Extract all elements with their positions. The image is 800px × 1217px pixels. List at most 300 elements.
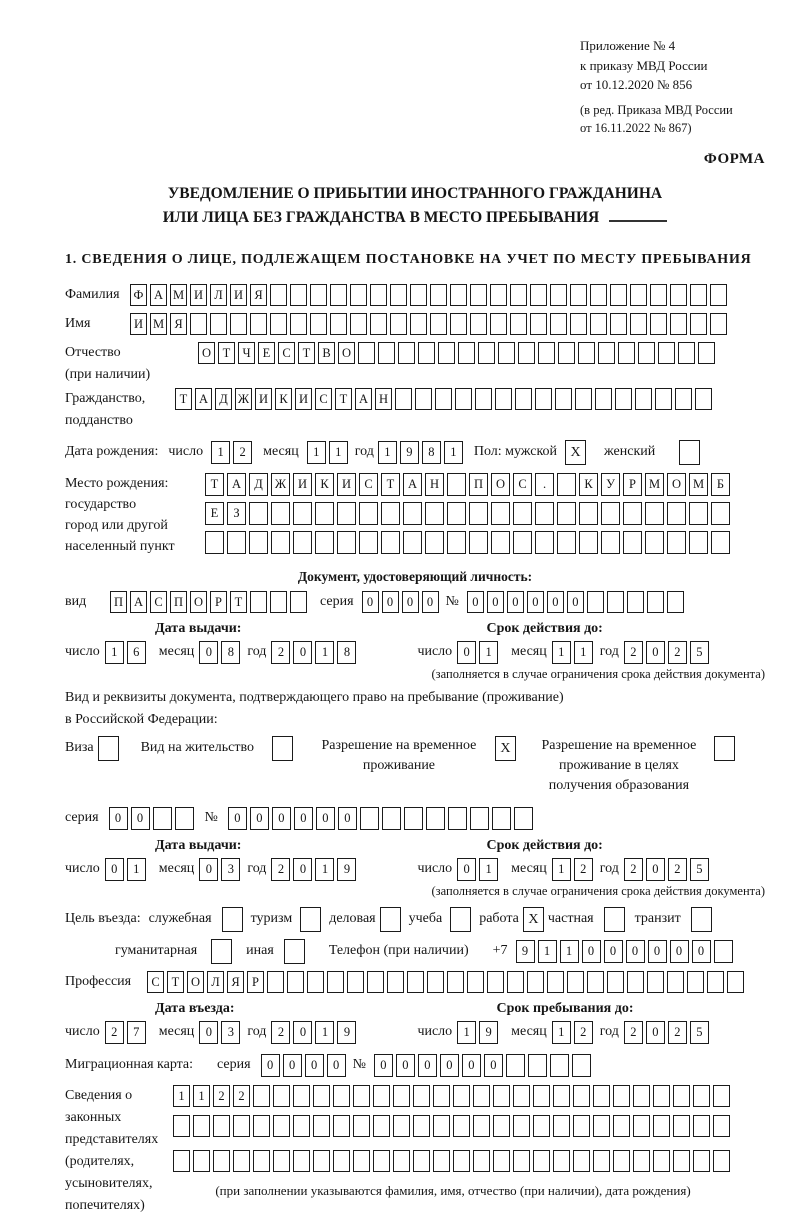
char-cell[interactable] — [390, 284, 407, 306]
char-cell[interactable] — [381, 531, 400, 554]
char-cell[interactable] — [360, 807, 379, 830]
char-cell[interactable] — [638, 342, 655, 364]
char-cell[interactable]: 2 — [233, 441, 252, 464]
char-cell[interactable]: 2 — [668, 858, 687, 881]
char-cell[interactable] — [193, 1150, 210, 1172]
char-cell[interactable] — [675, 388, 692, 410]
char-cell[interactable] — [413, 1115, 430, 1137]
char-cell[interactable] — [635, 388, 652, 410]
char-cell[interactable] — [513, 1085, 530, 1107]
char-cell[interactable]: Я — [170, 313, 187, 335]
char-cell[interactable]: 8 — [221, 641, 240, 664]
char-cell[interactable] — [413, 1150, 430, 1172]
char-cell[interactable]: Я — [250, 284, 267, 306]
char-cell[interactable] — [515, 388, 532, 410]
char-cell[interactable]: С — [359, 473, 378, 496]
char-cell[interactable] — [627, 591, 644, 613]
char-cell[interactable] — [678, 342, 695, 364]
char-cell[interactable] — [450, 284, 467, 306]
char-cell[interactable] — [390, 313, 407, 335]
char-cell[interactable] — [287, 971, 304, 993]
purpose-other-checkbox[interactable] — [284, 939, 305, 964]
char-cell[interactable]: 1 — [552, 858, 571, 881]
char-cell[interactable] — [430, 284, 447, 306]
char-cell[interactable] — [490, 313, 507, 335]
char-cell[interactable]: Я — [227, 971, 244, 993]
char-cell[interactable]: С — [513, 473, 532, 496]
char-cell[interactable] — [293, 502, 312, 525]
char-cell[interactable] — [670, 313, 687, 335]
temp-residence-education-checkbox[interactable] — [714, 736, 735, 761]
char-cell[interactable]: 1 — [105, 641, 124, 664]
char-cell[interactable]: 0 — [362, 591, 379, 613]
char-cell[interactable] — [253, 1115, 270, 1137]
char-cell[interactable]: К — [579, 473, 598, 496]
char-cell[interactable]: П — [469, 473, 488, 496]
char-cell[interactable]: 1 — [552, 1021, 571, 1044]
char-cell[interactable] — [353, 1115, 370, 1137]
char-cell[interactable]: 7 — [127, 1021, 146, 1044]
char-cell[interactable] — [550, 313, 567, 335]
char-cell[interactable] — [573, 1085, 590, 1107]
char-cell[interactable]: 0 — [418, 1054, 437, 1077]
char-cell[interactable] — [367, 971, 384, 993]
char-cell[interactable] — [535, 388, 552, 410]
char-cell[interactable] — [491, 531, 510, 554]
char-cell[interactable]: М — [170, 284, 187, 306]
char-cell[interactable] — [410, 313, 427, 335]
char-cell[interactable]: Л — [210, 284, 227, 306]
char-cell[interactable] — [373, 1085, 390, 1107]
char-cell[interactable] — [690, 313, 707, 335]
char-cell[interactable] — [493, 1150, 510, 1172]
temp-residence-checkbox[interactable]: X — [495, 736, 516, 761]
char-cell[interactable]: М — [689, 473, 708, 496]
char-cell[interactable] — [667, 971, 684, 993]
char-cell[interactable] — [337, 502, 356, 525]
char-cell[interactable] — [493, 1115, 510, 1137]
char-cell[interactable]: Т — [298, 342, 315, 364]
char-cell[interactable]: 1 — [560, 940, 579, 963]
char-cell[interactable]: А — [195, 388, 212, 410]
char-cell[interactable]: 0 — [250, 807, 269, 830]
char-cell[interactable] — [425, 502, 444, 525]
char-cell[interactable]: Р — [247, 971, 264, 993]
char-cell[interactable]: 0 — [457, 858, 476, 881]
char-cell[interactable] — [711, 531, 730, 554]
char-cell[interactable] — [533, 1085, 550, 1107]
char-cell[interactable] — [670, 284, 687, 306]
char-cell[interactable] — [315, 502, 334, 525]
char-cell[interactable]: 2 — [233, 1085, 250, 1107]
char-cell[interactable] — [673, 1085, 690, 1107]
char-cell[interactable] — [653, 1085, 670, 1107]
char-cell[interactable]: С — [278, 342, 295, 364]
char-cell[interactable] — [249, 531, 268, 554]
char-cell[interactable] — [573, 1150, 590, 1172]
char-cell[interactable] — [555, 388, 572, 410]
char-cell[interactable]: 0 — [294, 807, 313, 830]
char-cell[interactable] — [425, 531, 444, 554]
char-cell[interactable]: С — [150, 591, 167, 613]
purpose-tourism-checkbox[interactable] — [300, 907, 321, 932]
char-cell[interactable] — [475, 388, 492, 410]
char-cell[interactable] — [393, 1115, 410, 1137]
char-cell[interactable] — [427, 971, 444, 993]
char-cell[interactable]: 0 — [261, 1054, 280, 1077]
char-cell[interactable]: Е — [258, 342, 275, 364]
char-cell[interactable]: 0 — [305, 1054, 324, 1077]
char-cell[interactable] — [693, 1085, 710, 1107]
char-cell[interactable] — [667, 531, 686, 554]
char-cell[interactable] — [615, 388, 632, 410]
char-cell[interactable] — [450, 313, 467, 335]
char-cell[interactable] — [579, 531, 598, 554]
char-cell[interactable] — [470, 313, 487, 335]
char-cell[interactable]: Р — [623, 473, 642, 496]
char-cell[interactable]: 0 — [338, 807, 357, 830]
char-cell[interactable] — [290, 313, 307, 335]
purpose-business-checkbox[interactable] — [380, 907, 401, 932]
char-cell[interactable]: 0 — [422, 591, 439, 613]
char-cell[interactable] — [647, 971, 664, 993]
char-cell[interactable] — [693, 1150, 710, 1172]
char-cell[interactable] — [689, 502, 708, 525]
char-cell[interactable]: О — [491, 473, 510, 496]
char-cell[interactable]: 1 — [173, 1085, 190, 1107]
char-cell[interactable]: А — [355, 388, 372, 410]
female-checkbox[interactable] — [679, 440, 700, 465]
char-cell[interactable] — [313, 1115, 330, 1137]
char-cell[interactable] — [650, 284, 667, 306]
male-checkbox[interactable]: X — [565, 440, 586, 465]
char-cell[interactable] — [250, 591, 267, 613]
char-cell[interactable] — [327, 971, 344, 993]
char-cell[interactable]: И — [130, 313, 147, 335]
char-cell[interactable]: И — [337, 473, 356, 496]
char-cell[interactable] — [513, 1150, 530, 1172]
char-cell[interactable]: 2 — [574, 858, 593, 881]
char-cell[interactable] — [470, 284, 487, 306]
char-cell[interactable] — [350, 284, 367, 306]
char-cell[interactable] — [407, 971, 424, 993]
char-cell[interactable] — [528, 1054, 547, 1077]
char-cell[interactable] — [510, 284, 527, 306]
char-cell[interactable] — [473, 1150, 490, 1172]
char-cell[interactable] — [673, 1115, 690, 1137]
char-cell[interactable] — [557, 473, 576, 496]
char-cell[interactable] — [393, 1150, 410, 1172]
char-cell[interactable] — [310, 284, 327, 306]
char-cell[interactable] — [370, 284, 387, 306]
char-cell[interactable]: 9 — [400, 441, 419, 464]
char-cell[interactable] — [290, 591, 307, 613]
char-cell[interactable]: И — [190, 284, 207, 306]
char-cell[interactable]: 0 — [293, 641, 312, 664]
char-cell[interactable]: 0 — [457, 641, 476, 664]
char-cell[interactable] — [478, 342, 495, 364]
char-cell[interactable] — [627, 971, 644, 993]
char-cell[interactable] — [553, 1150, 570, 1172]
char-cell[interactable]: 1 — [315, 641, 334, 664]
char-cell[interactable] — [610, 284, 627, 306]
char-cell[interactable]: 2 — [574, 1021, 593, 1044]
char-cell[interactable] — [667, 591, 684, 613]
char-cell[interactable] — [271, 531, 290, 554]
char-cell[interactable]: 1 — [127, 858, 146, 881]
char-cell[interactable] — [313, 1150, 330, 1172]
char-cell[interactable] — [553, 1085, 570, 1107]
char-cell[interactable] — [310, 313, 327, 335]
char-cell[interactable]: 0 — [402, 591, 419, 613]
char-cell[interactable]: 0 — [692, 940, 711, 963]
char-cell[interactable]: К — [315, 473, 334, 496]
char-cell[interactable] — [498, 342, 515, 364]
char-cell[interactable] — [233, 1115, 250, 1137]
char-cell[interactable] — [404, 807, 423, 830]
char-cell[interactable] — [333, 1150, 350, 1172]
char-cell[interactable] — [293, 1115, 310, 1137]
char-cell[interactable] — [630, 313, 647, 335]
char-cell[interactable] — [710, 284, 727, 306]
char-cell[interactable] — [613, 1150, 630, 1172]
char-cell[interactable] — [727, 971, 744, 993]
char-cell[interactable] — [430, 313, 447, 335]
char-cell[interactable] — [623, 531, 642, 554]
char-cell[interactable] — [667, 502, 686, 525]
char-cell[interactable]: 3 — [221, 858, 240, 881]
char-cell[interactable] — [173, 1150, 190, 1172]
char-cell[interactable]: Н — [425, 473, 444, 496]
char-cell[interactable]: 0 — [272, 807, 291, 830]
char-cell[interactable]: 1 — [479, 858, 498, 881]
char-cell[interactable] — [513, 1115, 530, 1137]
char-cell[interactable]: 0 — [467, 591, 484, 613]
char-cell[interactable] — [403, 502, 422, 525]
char-cell[interactable] — [447, 473, 466, 496]
char-cell[interactable] — [490, 284, 507, 306]
char-cell[interactable] — [713, 1085, 730, 1107]
char-cell[interactable]: 0 — [487, 591, 504, 613]
char-cell[interactable] — [233, 1150, 250, 1172]
char-cell[interactable]: 1 — [315, 1021, 334, 1044]
char-cell[interactable] — [315, 531, 334, 554]
char-cell[interactable] — [333, 1115, 350, 1137]
char-cell[interactable]: 5 — [690, 1021, 709, 1044]
char-cell[interactable]: 0 — [316, 807, 335, 830]
char-cell[interactable] — [550, 284, 567, 306]
char-cell[interactable]: Е — [205, 502, 224, 525]
char-cell[interactable] — [438, 342, 455, 364]
purpose-study-checkbox[interactable] — [450, 907, 471, 932]
char-cell[interactable] — [382, 807, 401, 830]
char-cell[interactable]: 5 — [690, 858, 709, 881]
char-cell[interactable] — [193, 1115, 210, 1137]
char-cell[interactable] — [307, 971, 324, 993]
char-cell[interactable] — [173, 1115, 190, 1137]
char-cell[interactable] — [330, 284, 347, 306]
char-cell[interactable]: 1 — [193, 1085, 210, 1107]
char-cell[interactable]: А — [130, 591, 147, 613]
char-cell[interactable]: 1 — [307, 441, 326, 464]
char-cell[interactable] — [458, 342, 475, 364]
char-cell[interactable] — [713, 1150, 730, 1172]
char-cell[interactable]: А — [150, 284, 167, 306]
char-cell[interactable]: 0 — [199, 1021, 218, 1044]
char-cell[interactable]: Д — [249, 473, 268, 496]
char-cell[interactable]: 0 — [626, 940, 645, 963]
char-cell[interactable] — [433, 1150, 450, 1172]
purpose-work-checkbox[interactable]: X — [523, 907, 544, 932]
char-cell[interactable] — [213, 1115, 230, 1137]
char-cell[interactable]: 2 — [624, 1021, 643, 1044]
char-cell[interactable]: 0 — [293, 858, 312, 881]
char-cell[interactable]: 0 — [293, 1021, 312, 1044]
char-cell[interactable] — [601, 502, 620, 525]
char-cell[interactable] — [689, 531, 708, 554]
char-cell[interactable]: 1 — [444, 441, 463, 464]
char-cell[interactable] — [653, 1115, 670, 1137]
char-cell[interactable] — [249, 502, 268, 525]
purpose-official-checkbox[interactable] — [222, 907, 243, 932]
char-cell[interactable]: 0 — [382, 591, 399, 613]
char-cell[interactable] — [653, 1150, 670, 1172]
char-cell[interactable]: О — [187, 971, 204, 993]
char-cell[interactable] — [645, 502, 664, 525]
char-cell[interactable]: 1 — [315, 858, 334, 881]
char-cell[interactable] — [415, 388, 432, 410]
char-cell[interactable]: Т — [175, 388, 192, 410]
char-cell[interactable] — [426, 807, 445, 830]
char-cell[interactable]: Б — [711, 473, 730, 496]
char-cell[interactable] — [590, 284, 607, 306]
char-cell[interactable] — [714, 940, 733, 963]
char-cell[interactable] — [567, 971, 584, 993]
char-cell[interactable] — [610, 313, 627, 335]
char-cell[interactable]: Т — [218, 342, 235, 364]
char-cell[interactable]: 1 — [552, 641, 571, 664]
char-cell[interactable] — [535, 502, 554, 525]
char-cell[interactable] — [227, 531, 246, 554]
char-cell[interactable] — [270, 313, 287, 335]
char-cell[interactable] — [570, 284, 587, 306]
char-cell[interactable] — [575, 388, 592, 410]
char-cell[interactable]: 2 — [668, 1021, 687, 1044]
char-cell[interactable] — [433, 1085, 450, 1107]
char-cell[interactable]: П — [110, 591, 127, 613]
char-cell[interactable] — [655, 388, 672, 410]
char-cell[interactable]: 2 — [624, 858, 643, 881]
char-cell[interactable]: . — [535, 473, 554, 496]
char-cell[interactable] — [359, 502, 378, 525]
char-cell[interactable]: 0 — [374, 1054, 393, 1077]
char-cell[interactable]: П — [170, 591, 187, 613]
char-cell[interactable]: 1 — [479, 641, 498, 664]
char-cell[interactable] — [538, 342, 555, 364]
char-cell[interactable]: Т — [167, 971, 184, 993]
char-cell[interactable] — [693, 1115, 710, 1137]
char-cell[interactable] — [633, 1150, 650, 1172]
char-cell[interactable] — [601, 531, 620, 554]
char-cell[interactable]: 6 — [127, 641, 146, 664]
char-cell[interactable]: 1 — [457, 1021, 476, 1044]
char-cell[interactable]: 0 — [396, 1054, 415, 1077]
char-cell[interactable] — [558, 342, 575, 364]
char-cell[interactable] — [570, 313, 587, 335]
char-cell[interactable] — [435, 388, 452, 410]
char-cell[interactable]: 0 — [109, 807, 128, 830]
char-cell[interactable]: З — [227, 502, 246, 525]
char-cell[interactable] — [645, 531, 664, 554]
char-cell[interactable] — [175, 807, 194, 830]
char-cell[interactable]: 0 — [646, 858, 665, 881]
char-cell[interactable] — [579, 502, 598, 525]
char-cell[interactable]: 2 — [271, 858, 290, 881]
char-cell[interactable]: 0 — [582, 940, 601, 963]
char-cell[interactable] — [487, 971, 504, 993]
char-cell[interactable] — [433, 1115, 450, 1137]
char-cell[interactable]: Ж — [271, 473, 290, 496]
char-cell[interactable] — [250, 313, 267, 335]
char-cell[interactable] — [593, 1085, 610, 1107]
char-cell[interactable]: 0 — [604, 940, 623, 963]
char-cell[interactable] — [573, 1115, 590, 1137]
char-cell[interactable] — [553, 1115, 570, 1137]
char-cell[interactable]: 1 — [538, 940, 557, 963]
char-cell[interactable] — [210, 313, 227, 335]
char-cell[interactable]: А — [403, 473, 422, 496]
char-cell[interactable]: О — [198, 342, 215, 364]
char-cell[interactable] — [473, 1085, 490, 1107]
char-cell[interactable]: 2 — [271, 641, 290, 664]
char-cell[interactable] — [587, 591, 604, 613]
purpose-transit-checkbox[interactable] — [691, 907, 712, 932]
char-cell[interactable] — [293, 1150, 310, 1172]
char-cell[interactable]: Т — [205, 473, 224, 496]
char-cell[interactable] — [587, 971, 604, 993]
char-cell[interactable] — [518, 342, 535, 364]
char-cell[interactable] — [358, 342, 375, 364]
char-cell[interactable] — [398, 342, 415, 364]
char-cell[interactable] — [690, 284, 707, 306]
char-cell[interactable] — [711, 502, 730, 525]
char-cell[interactable] — [267, 971, 284, 993]
char-cell[interactable]: Ф — [130, 284, 147, 306]
char-cell[interactable] — [470, 807, 489, 830]
char-cell[interactable] — [359, 531, 378, 554]
char-cell[interactable] — [530, 313, 547, 335]
char-cell[interactable]: 2 — [668, 641, 687, 664]
char-cell[interactable] — [547, 971, 564, 993]
char-cell[interactable] — [253, 1150, 270, 1172]
char-cell[interactable] — [495, 388, 512, 410]
char-cell[interactable] — [448, 807, 467, 830]
char-cell[interactable] — [270, 284, 287, 306]
char-cell[interactable] — [271, 502, 290, 525]
char-cell[interactable] — [313, 1085, 330, 1107]
char-cell[interactable] — [453, 1115, 470, 1137]
char-cell[interactable]: 1 — [574, 641, 593, 664]
char-cell[interactable]: Ч — [238, 342, 255, 364]
char-cell[interactable] — [595, 388, 612, 410]
char-cell[interactable]: М — [150, 313, 167, 335]
char-cell[interactable] — [190, 313, 207, 335]
char-cell[interactable] — [270, 591, 287, 613]
char-cell[interactable] — [290, 284, 307, 306]
char-cell[interactable]: 0 — [670, 940, 689, 963]
char-cell[interactable] — [403, 531, 422, 554]
char-cell[interactable]: 0 — [507, 591, 524, 613]
